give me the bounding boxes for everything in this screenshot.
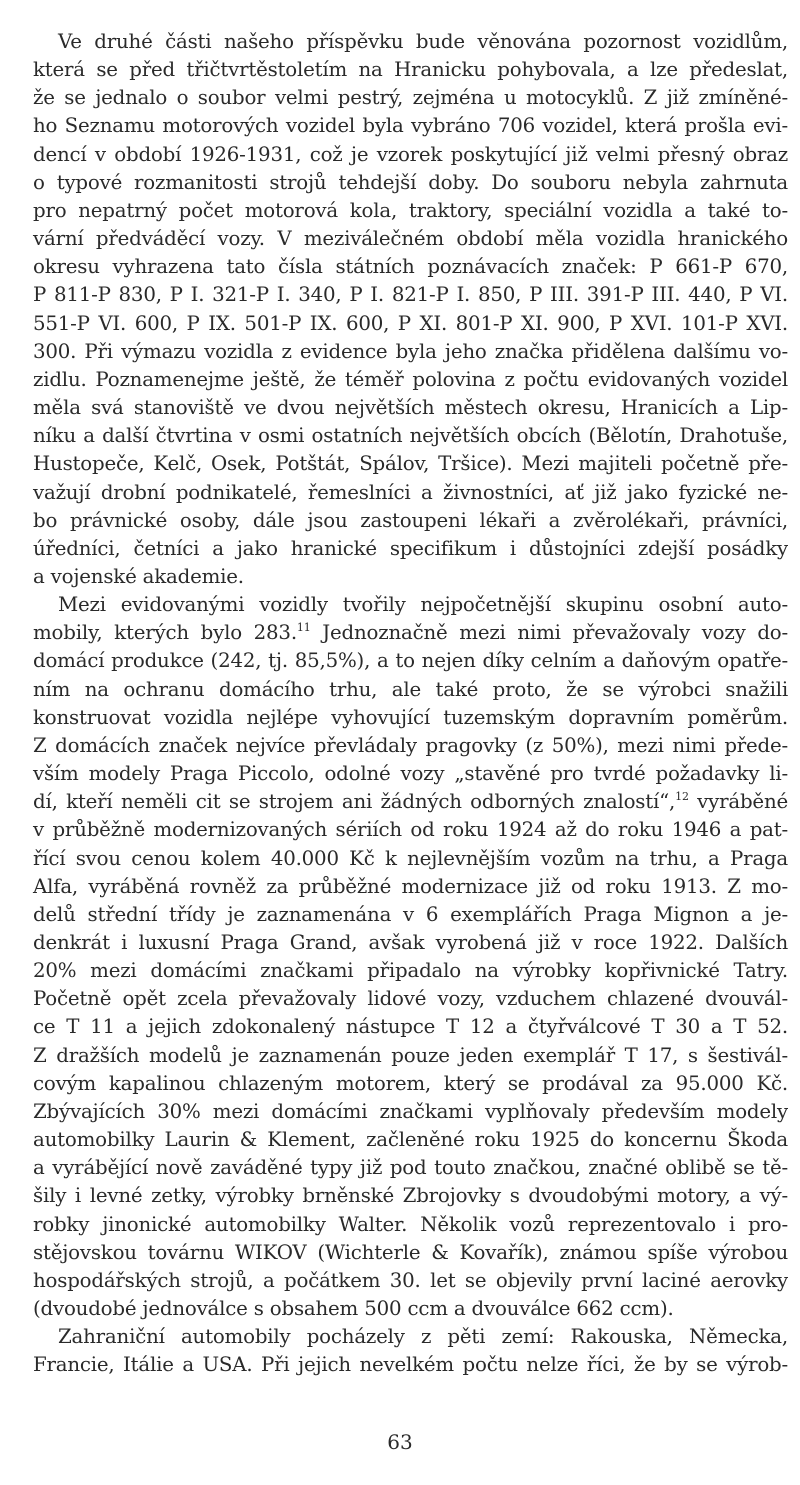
text-line: Zahraniční automobily pocházely z pěti zemí: Rakouska, Německa, [58,1325,788,1349]
text-line: domácí produkce (242, tj. 85,5%), a to nejen díky celním a daňovým opatře- [33,649,788,673]
text-line: hospodářských strojů, a počátkem 30. let se objevily první laciné aerovky [33,1268,788,1292]
text-line: Francie, Itálie a USA. Při jejich nevelkém počtu nelze říci, že by se výrob- [33,1353,788,1377]
text-line: ho Seznamu motorových vozidel byla vybráno 706 vozidel, která prošla evi- [33,114,788,138]
paragraph-1 [8,28,788,591]
text-line: P 811-P 830, P I. 321-P I. 340, P I. 821-P I. 850, P III. 391-P III. 440, P VI. [33,283,788,307]
text-line: která se před třičtvrtěstoletím na Hranicku pohybovala, a lze předeslat, [33,58,788,82]
text-line: vární předváděcí vozy. V meziválečném období měla vozidla hranického [33,227,788,251]
text-line: 300. Při výmazu vozidla z evidence byla jeho značka přidělena dalšímu vo- [33,339,788,363]
text-line: že se jednalo o soubor velmi pestrý, zejména u motocyklů. Z již zmíněné- [33,86,788,110]
text-line: zidlu. Poznamenejme ještě, že téměř polovina z počtu evidovaných vozidel [33,367,788,391]
text-line: Mezi evidovanými vozidly tvořily nejpočetnější skupinu osobní auto- [58,593,788,617]
text-line: řící svou cenou kolem 40.000 Kč k nejlevnějším vozům na trhu, a Praga [33,846,788,870]
text-line: važují drobní podnikatelé, řemeslníci a živnostníci, ať již jako fyzické ne- [33,480,788,504]
text-line: níku a další čtvrtina v osmi ostatních největších obcích (Bělotín, Drahotuše, [33,424,788,448]
text-line: v průběžně modernizovaných sériích od roku 1924 až do roku 1946 a pat- [33,818,788,842]
text-segment: mobily, kterých bylo 283. [33,621,297,645]
text-line: pro nepatrný počet motorová kola, traktory, speciální vozidla a také to- [33,198,788,222]
page-number: 63 [387,1430,413,1454]
paragraph-2 [8,591,788,1323]
text-line: Alfa, vyráběná rovněž za průběžné modernizace již od roku 1913. Z mo- [33,874,788,898]
text-line-with-footnote [8,619,788,647]
paragraph-3 [8,1323,788,1379]
text-segment: Jednoznačně mezi nimi převažovaly vozy do- [310,621,788,645]
text-line: Hustopeče, Kelč, Osek, Potštát, Spálov, Tršice). Mezi majiteli početně pře- [33,452,788,476]
page-body [8,28,788,1380]
text-segment: vyráběné [688,790,788,814]
text-line: o typové rozmanitosti strojů tehdejší doby. Do souboru nebyla zahrnuta [33,170,788,194]
text-line: covým kapalinou chlazeným motorem, který se prodával za 95.000 Kč. [33,1071,788,1095]
text-line: stějovskou továrnu WIKOV (Wichterle & Kovařík), známou spíše výrobou [33,1240,788,1264]
text-line: delů střední třídy je zaznamenána v 6 exemplářích Praga Mignon a je- [33,902,788,926]
text-line: (dvoudobé jednoválce s obsahem 500 ccm a dvouválce 662 ccm). [33,1297,674,1321]
text-line: dencí v období 1926-1931, což je vzorek poskytující již velmi přesný obraz [33,142,788,166]
text-line: Z domácích značek nejvíce převládaly pragovky (z 50%), mezi nimi přede- [33,733,788,757]
text-line: automobilky Laurin & Klement, začleněné roku 1925 do koncernu Škoda [33,1128,788,1152]
text-line: ce T 11 a jejich zdokonalený nástupce T 12 a čtyřválcové T 30 a T 52. [33,1015,788,1039]
text-line: šily i levné zetky, výrobky brněnské Zbrojovky s dvoudobými motory, a vý- [33,1184,788,1208]
text-segment: dí, kteří neměli cit se strojem ani žádných odborných znalostí“, [33,790,676,814]
text-line: 551-P VI. 600, P IX. 501-P IX. 600, P XI. 801-P XI. 900, P XVI. 101-P XVI. [33,311,788,335]
text-line: ním na ochranu domácího trhu, ale také proto, že se výrobci snažili [33,677,788,701]
text-line: a vojenské akademie. [33,564,244,588]
text-line: a vyrábějící nově zaváděné typy již pod touto značkou, značné oblibě se tě- [33,1156,788,1180]
text-line: vším modely Praga Piccolo, odolné vozy „stavěné pro tvrdé požadavky li- [33,762,788,786]
text-line: robky jinonické automobilky Walter. Několik vozů reprezentovalo i pro- [33,1212,788,1236]
text-line-with-footnote [8,788,788,816]
text-line: 20% mezi domácími značkami připadalo na výrobky kopřivnické Tatry. [33,959,788,983]
text-line: měla svá stanoviště ve dvou největších městech okresu, Hranicích a Lip- [33,396,788,420]
text-line: bo právnické osoby, dále jsou zastoupeni lékaři a zvěrolékaři, právníci, [33,508,788,532]
footnote-marker: 12 [675,790,689,804]
text-line: Z dražších modelů je zaznamenán pouze jeden exemplář T 17, s šestivál- [33,1043,788,1067]
footnote-marker: 11 [296,621,311,635]
text-line: okresu vyhrazena tato čísla státních poznávacích značek: P 661-P 670, [33,255,788,279]
text-line: Ve druhé části našeho příspěvku bude věnována pozornost vozidlům, [58,30,788,53]
text-line: Zbývajících 30% mezi domácími značkami vyplňovaly především modely [33,1099,788,1123]
text-line: denkrát i luxusní Praga Grand, avšak vyrobená již v roce 1922. Dalších [33,931,788,954]
text-line: úředníci, četníci a jako hranické specifikum i důstojníci zdejší posádky [33,536,788,560]
text-line: konstruovat vozidla nejlépe vyhovující tuzemským dopravním poměrům. [33,705,788,729]
text-line: Početně opět zcela převažovaly lidové vozy, vzduchem chlazené dvouvál- [33,987,788,1011]
